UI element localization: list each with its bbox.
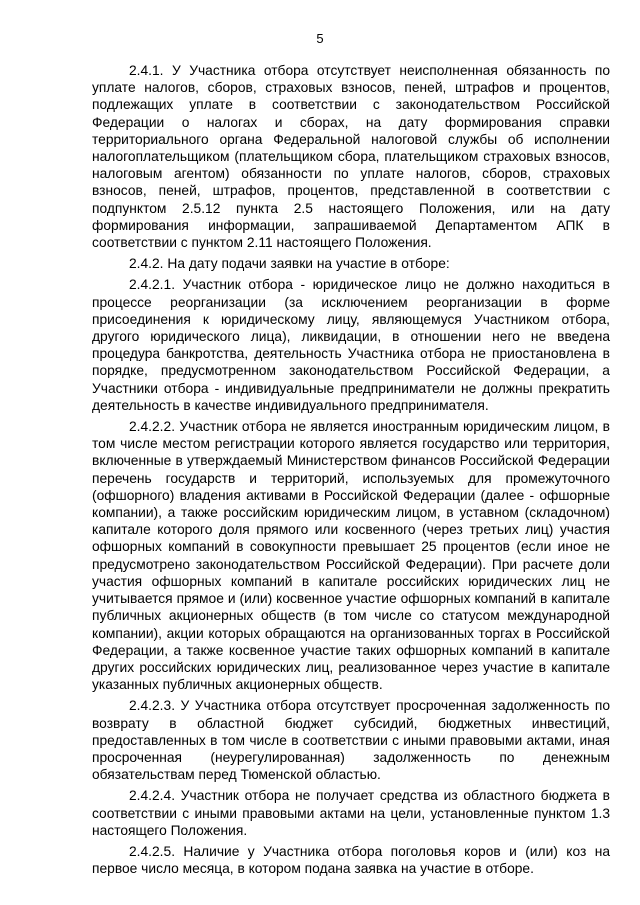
document-body bbox=[92, 62, 610, 881]
page-number: 5 bbox=[316, 31, 324, 46]
paragraph-2-4-2-1: 2.4.2.1. Участник отбора - юридическое лицо не должно находиться в процессе реорганизации (за исключением реорганизации в форме присоединения к юридическому лицу, являющемуся Участником отбора, другого юридического лица), ликвидации, в отношении него не введена процедура банкротства, деятельность Участника отбора не приостановлена в порядке, предусмотренном законодательством Российской Федерации, а Участники отбора - индивидуальные предприниматели не должны прекратить деятельность в качестве индивидуального предпринимателя. bbox=[92, 277, 610, 413]
paragraph-2-4-2-3: 2.4.2.3. У Участника отбора отсутствует просроченная задолженность по возврату в областной бюджет субсидий, бюджетных инвестиций, предоставленных в том числе в соответствии с иными правовыми актами, иная просроченная (неурегулированная) задолженность по денежным обязательствам перед Тюменской областью. bbox=[92, 698, 610, 783]
paragraph-2-4-2-4: 2.4.2.4. Участник отбора не получает средства из областного бюджета в соответствии с иными правовыми актами на цели, установленные пунктом 1.3 настоящего Положения. bbox=[92, 788, 610, 838]
paragraph-2-4-2: 2.4.2. На дату подачи заявки на участие в отборе: bbox=[129, 256, 450, 272]
paragraph-2-4-2-2: 2.4.2.2. Участник отбора не является иностранным юридическим лицом, в том числе местом регистрации которого является государство или территория, включенные в утверждаемый Министерством финансов Российской Федерации перечень государств и территорий, используемых для промежуточного (офшорного) владения активами в Российской Федерации (далее - офшорные компании), а также российским юридическим лицом, в уставном (складочном) капитале которого доля прямого или косвенного (через третьих лиц) участия офшорных компаний в совокупности превышает 25 процентов (если иное не предусмотрено законодательством Российской Федерации). При расчете доли участия офшорных компаний в капитале российских юридических лиц не учитывается прямое и (или) косвенное участие офшорных компаний в капитале публичных акционерных обществ (в том числе со статусом международной компании), акции которых обращаются на организованных торгах в Российской Федерации, а также косвенное участие таких офшорных компаний в капитале других российских юридических лиц, реализованное через участие в капитале указанных публичных акционерных обществ. bbox=[92, 419, 610, 693]
paragraph-2-4-1: 2.4.1. У Участника отбора отсутствует неисполненная обязанность по уплате налогов, сборов, страховых взносов, пеней, штрафов и процентов, подлежащих уплате в соответствии с законодательством Российской Федерации о налогах и сборах, на дату формирования справки территориального органа Федеральной налоговой службы об исполнении налогоплательщиком (плательщиком сбора, плательщиком страховых взносов, налоговым агентом) обязанности по уплате налогов, сборов, страховых взносов, пеней, штрафов, процентов, представленной в соответствии с подпунктом 2.5.12 пункта 2.5 настоящего Положения, или на дату формирования информации, запрашиваемой Департаментом АПК в соответствии с пунктом 2.11 настоящего Положения. bbox=[92, 63, 610, 251]
paragraph-2-4-2-5: 2.4.2.5. Наличие у Участника отбора поголовья коров и (или) коз на первое число месяца, в котором подана заявка на участие в отборе. bbox=[92, 843, 610, 877]
